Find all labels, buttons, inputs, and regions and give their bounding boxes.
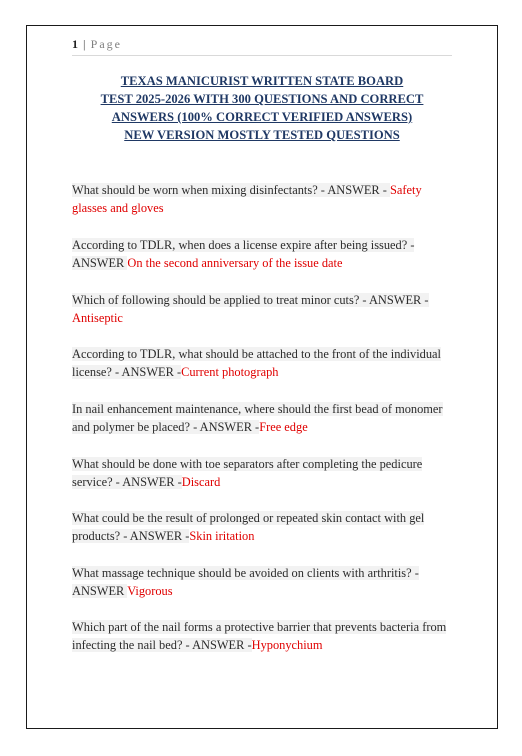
question-text: Which of following should be applied to treat minor cuts? - ANSWER - (72, 293, 429, 307)
question-text: According to TDLR, what should be attached to the front of the individual license? - ANSWER - (72, 347, 441, 379)
answer-text: Discard (181, 475, 221, 489)
answer-text: Free edge (259, 420, 308, 434)
qa-item (72, 345, 448, 381)
title-line: TEST 2025-2026 WITH 300 QUESTIONS AND CORRECT (100, 92, 424, 106)
qa-item (72, 509, 448, 545)
question-text: What should be done with toe separators after completing the pedicure service? - ANSWER - (72, 457, 423, 489)
answer-text: Safety glasses and gloves (72, 183, 422, 215)
qa-item (72, 400, 448, 436)
qa-item (72, 291, 448, 327)
question-text: Which part of the nail forms a protective barrier that prevents bacteria from infecting the nail bed? - ANSWER - (72, 620, 447, 652)
question-text: According to TDLR, when does a license expire after being issued? - ANSWER (72, 238, 415, 270)
answer-text: Hyponychium (251, 638, 323, 652)
answer-text: Current photograph (181, 365, 279, 379)
title-line: TEXAS MANICURIST WRITTEN STATE BOARD (120, 74, 404, 88)
page-header (72, 37, 452, 56)
answer-text: Antiseptic (72, 311, 123, 325)
title-line: NEW VERSION MOSTLY TESTED QUESTIONS (124, 128, 400, 142)
question-text: What could be the result of prolonged or repeated skin contact with gel products? - ANSWER - (72, 511, 425, 543)
answer-text: Skin iritation (189, 529, 255, 543)
answer-text: On the second anniversary of the issue date (127, 256, 343, 270)
page-number: 1 (72, 37, 78, 51)
qa-item (72, 564, 448, 600)
question-text: What massage technique should be avoided on clients with arthritis? - ANSWER (72, 566, 419, 598)
question-text: What should be worn when mixing disinfectants? - ANSWER - (72, 183, 390, 197)
qa-item (72, 181, 448, 217)
question-text: In nail enhancement maintenance, where should the first bead of monomer and polymer be placed? - ANSWER - (72, 402, 443, 434)
answer-text: Vigorous (127, 584, 173, 598)
qa-item (72, 236, 448, 272)
page-word: Page (90, 37, 122, 51)
title-line: ANSWERS (100% CORRECT VERIFIED ANSWERS) (111, 110, 413, 124)
qa-item (72, 618, 448, 654)
qa-item (72, 455, 448, 491)
document-title (72, 72, 452, 144)
page-separator: | (83, 37, 86, 51)
